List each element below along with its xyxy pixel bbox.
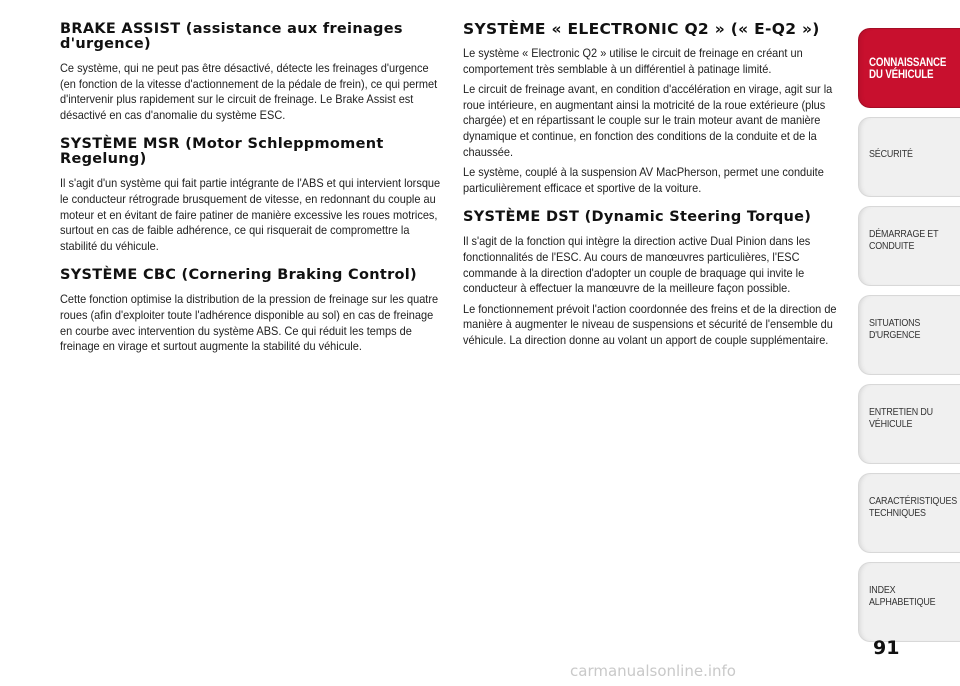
right-column	[463, 22, 845, 363]
tab-label: SÉCURITÉ	[869, 148, 913, 160]
section-paragraph: Il s'agit d'un système qui fait partie intégrante de l'ABS et qui intervient lorsque le conducteur rétrograde brusquement de vitesse, en redonnant du couple au moteur et en évitant de faire patiner de manière excessive les roues motrices, surtout en cas de faible adhérence, ce qui risquerait de compromettre la stabilité du véhicule.	[60, 176, 441, 253]
tab-situations-d-urgence[interactable]	[858, 295, 960, 375]
section-heading: BRAKE ASSIST (assistance aux freinages d'urgence)	[60, 21, 403, 52]
tab-securite[interactable]	[858, 117, 960, 197]
page-number: 91	[873, 637, 900, 659]
section-paragraph: Cette fonction optimise la distribution de la pression de freinage sur les quatre roues (afin d'exploiter toute l'adhérence disponible au sol) en cas de freinage en courbe avec intervention du système ABS. Ce qui réduit les temps de freinage en virage et surtout augmente la stabilité du véhicule.	[60, 292, 439, 354]
tab-index-alphabetique[interactable]	[858, 562, 960, 642]
tab-label: SITUATIONS D'URGENCE	[869, 317, 921, 341]
tab-label: INDEX ALPHABETIQUE	[869, 584, 936, 608]
tab-entretien-du-vehicule[interactable]	[858, 384, 960, 464]
section-dst	[463, 210, 845, 348]
section-paragraph: Le système « Electronic Q2 » utilise le circuit de freinage en créant un comportement très semblable à un différentiel à patinage limité.	[463, 46, 803, 76]
section-heading: SYSTÈME DST (Dynamic Steering Torque)	[463, 209, 812, 226]
section-heading: SYSTÈME « ELECTRONIC Q2 » (« E-Q2 »)	[463, 20, 820, 38]
tab-connaissance-du-vehicule[interactable]	[858, 28, 960, 108]
chapter-tabs	[858, 28, 960, 651]
tab-label: CARACTÉRISTIQUES TECHNIQUES	[869, 495, 958, 519]
section-heading: SYSTÈME CBC (Cornering Braking Control)	[60, 267, 417, 284]
section-heading: SYSTÈME MSR (Motor Schleppmoment Regelung)	[60, 136, 384, 168]
tab-label: CONNAISSANCE DU VÉHICULE	[869, 57, 947, 81]
section-paragraph: Le système, couplé à la suspension AV MacPherson, permet une conduite particulièrement efficace et sportive de la voiture.	[463, 165, 824, 195]
tab-caracteristiques-techniques[interactable]	[858, 473, 960, 553]
section-msr	[60, 137, 445, 254]
section-paragraph: Il s'agit de la fonction qui intègre la direction active Dual Pinion dans les fonctionnalités de l'ESC. Au cours de manœuvres particulières, l'ESC commande à la direction d'adopter un couple de braquage qui invite le conducteur à effectuer la manœuvre de la meilleure façon possible.	[463, 234, 811, 296]
section-brake-assist	[60, 22, 445, 123]
tab-label: ENTRETIEN DU VÉHICULE	[869, 406, 933, 430]
section-cbc	[60, 268, 445, 354]
section-paragraph: Ce système, qui ne peut pas être désactivé, détecte les freinages d'urgence (en fonction de la vitesse d'actionnement de la pédale de frein), ce qui permet d'intervenir plus rapidement sur le circuit de freinage. Le Brake Assist est désactivé en cas d'anomalie du système ESC.	[60, 61, 438, 122]
left-column	[60, 22, 445, 369]
tab-label: DÉMARRAGE ET CONDUITE	[869, 228, 939, 252]
section-electronic-q2	[463, 22, 845, 196]
watermark: carmanualsonline.info	[570, 662, 736, 680]
section-paragraph: Le circuit de freinage avant, en condition d'accélération en virage, agit sur la roue intérieure, en augmentant ainsi la motricité de la roue extérieure (plus chargée) et en répartissant le couple sur le train moteur avant de manière dynamique et continue, en fonction des conditions de la conduite et de la chaussée.	[463, 82, 833, 159]
tab-demarrage-et-conduite[interactable]	[858, 206, 960, 286]
section-paragraph: Le fonctionnement prévoit l'action coordonnée des freins et de la direction de manière à augmenter le niveau de suspensions et sécurité de l'ensemble du véhicule. La direction donne au volant un apport de couple supplémentaire.	[463, 301, 837, 347]
